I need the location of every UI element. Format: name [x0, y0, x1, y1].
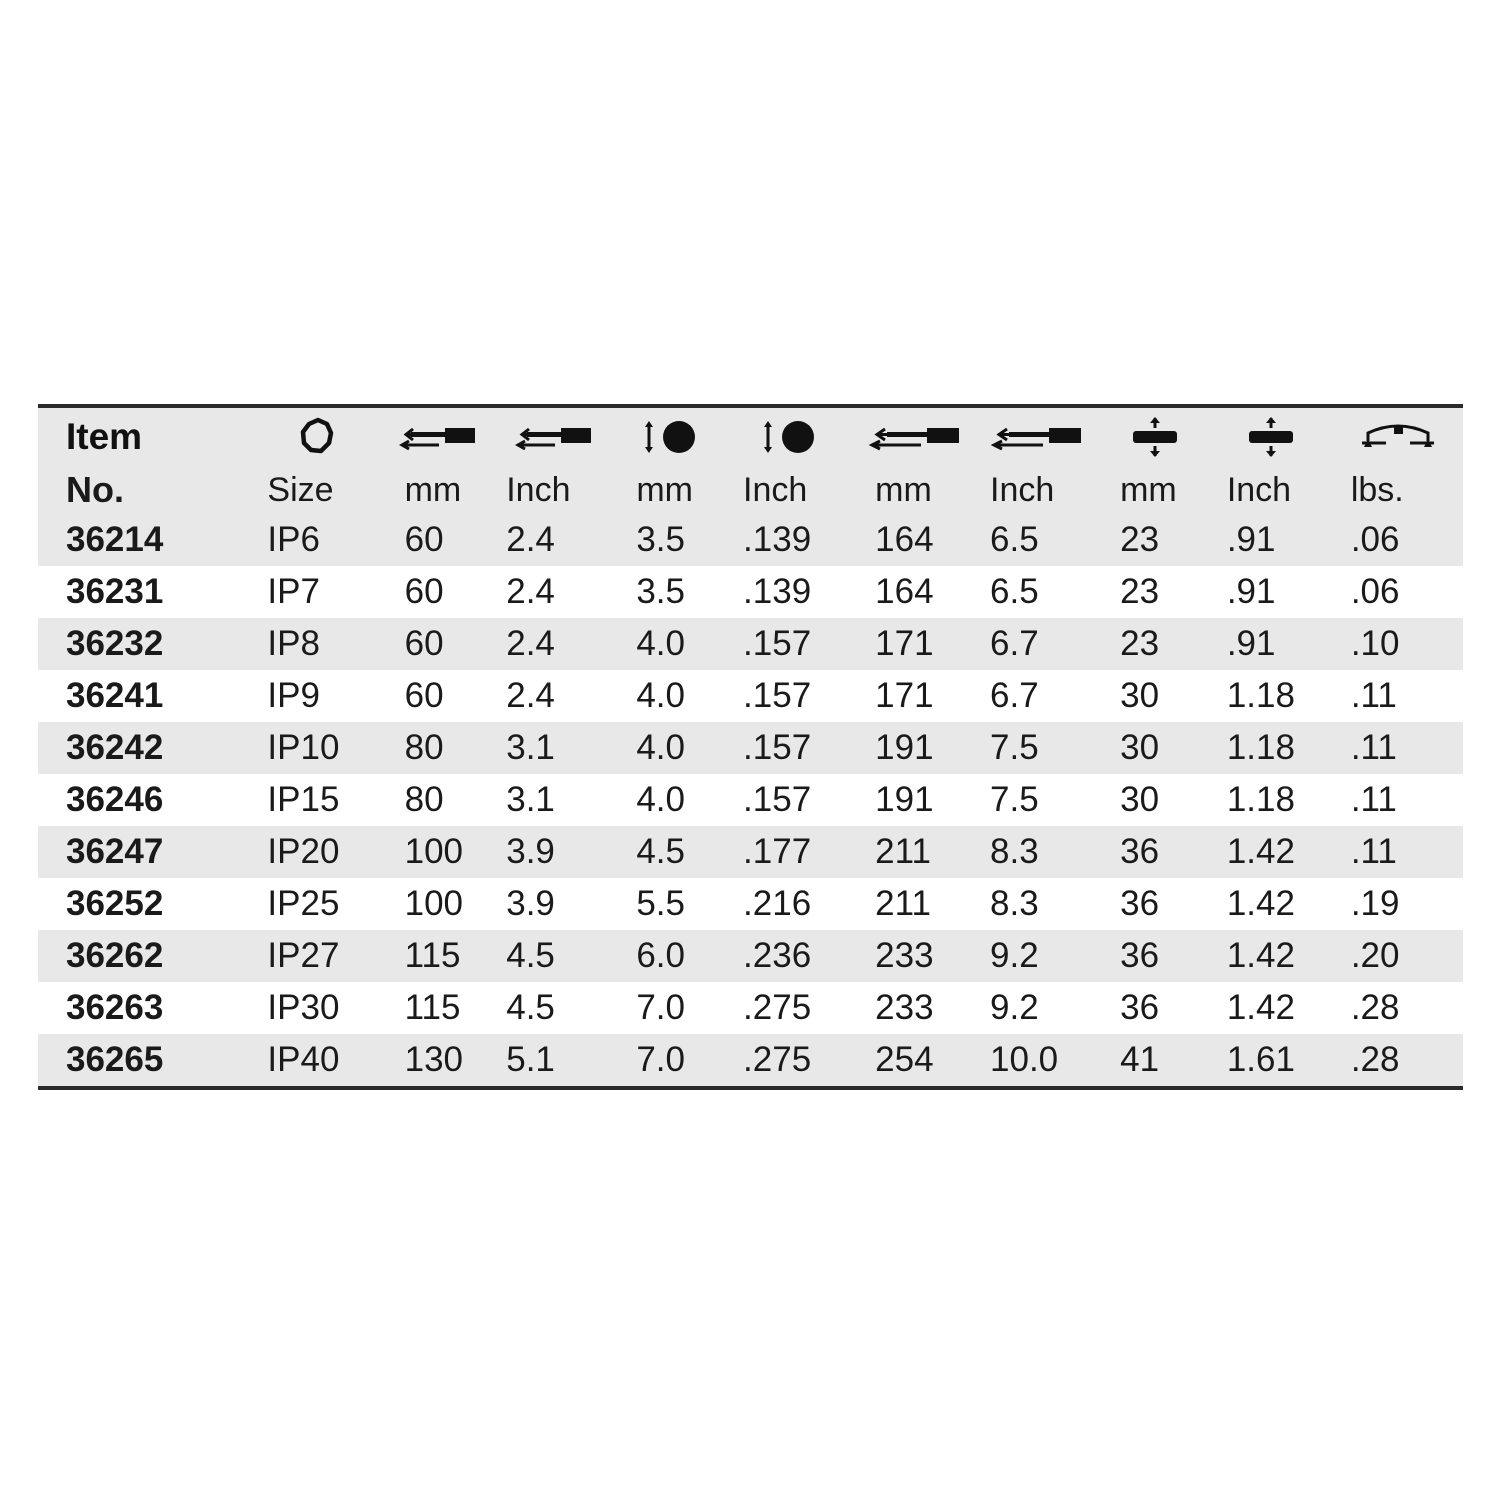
cell-length-inch: 9.2 — [990, 936, 1039, 975]
cell-handle-mm: 36 — [1120, 832, 1160, 871]
handle-diameter-icon — [1102, 408, 1209, 466]
cell-weight: .06 — [1350, 520, 1400, 559]
table-row — [38, 1034, 1463, 1086]
header-unit-inch: Inch — [1226, 470, 1292, 509]
cell-weight: .28 — [1350, 1040, 1400, 1079]
header-size-label: Size — [267, 470, 334, 509]
cell-blade-inch: 2.4 — [506, 520, 555, 559]
cell-dia-mm: 7.0 — [636, 988, 685, 1027]
cell-dia-inch: .275 — [743, 1040, 812, 1079]
cell-blade-mm: 60 — [404, 676, 444, 715]
cell-handle-mm: 23 — [1120, 520, 1160, 559]
cell-length-mm: 171 — [875, 676, 934, 715]
cell-dia-mm: 6.0 — [636, 936, 685, 975]
cell-dia-mm: 4.5 — [636, 832, 685, 871]
cell-length-inch: 6.7 — [990, 676, 1039, 715]
cell-blade-inch: 2.4 — [506, 572, 555, 611]
cell-blade-mm: 130 — [404, 1040, 464, 1079]
cell-handle-inch: 1.18 — [1226, 728, 1295, 767]
cell-blade-inch: 3.1 — [506, 728, 555, 767]
cell-blade-inch: 3.9 — [506, 832, 555, 871]
cell-blade-mm: 60 — [404, 572, 444, 611]
cell-size: IP15 — [267, 780, 340, 819]
cell-dia-mm: 3.5 — [636, 572, 685, 611]
cell-item-no: 36252 — [66, 884, 164, 923]
cell-dia-inch: .157 — [743, 676, 812, 715]
overall-length-icon — [972, 408, 1102, 466]
cell-length-inch: 6.5 — [990, 572, 1039, 611]
cell-item-no: 36214 — [66, 520, 164, 559]
handle-diameter-icon — [1209, 408, 1333, 466]
cell-handle-mm: 41 — [1120, 1040, 1160, 1079]
cell-blade-mm: 60 — [404, 520, 444, 559]
cell-handle-mm: 36 — [1120, 988, 1160, 1027]
header-unit-inch: Inch — [990, 470, 1055, 509]
cell-dia-inch: .216 — [743, 884, 812, 923]
blade-length-icon — [488, 408, 618, 466]
cell-handle-inch: 1.42 — [1226, 936, 1295, 975]
cell-dia-mm: 4.0 — [636, 676, 685, 715]
cell-dia-inch: .157 — [743, 624, 812, 663]
cell-length-mm: 211 — [875, 832, 931, 871]
cell-length-inch: 6.5 — [990, 520, 1039, 559]
cell-length-mm: 211 — [875, 884, 931, 923]
cell-length-inch: 7.5 — [990, 780, 1039, 819]
cell-dia-mm: 3.5 — [636, 520, 685, 559]
cell-weight: .20 — [1350, 936, 1400, 975]
cell-length-inch: 6.7 — [990, 624, 1039, 663]
cell-length-inch: 8.3 — [990, 832, 1039, 871]
header-item-label: Item — [66, 416, 143, 457]
blade-length-icon — [387, 408, 489, 466]
cell-item-no: 36263 — [66, 988, 164, 1027]
cell-item-no: 36247 — [66, 832, 164, 871]
cell-blade-inch: 4.5 — [506, 936, 555, 975]
cell-blade-inch: 3.1 — [506, 780, 555, 819]
cell-blade-inch: 5.1 — [506, 1040, 555, 1079]
header-unit-lbs: lbs. — [1350, 470, 1404, 509]
header-unit-inch: Inch — [743, 470, 808, 509]
cell-blade-mm: 115 — [404, 988, 461, 1027]
cell-length-mm: 254 — [875, 1040, 934, 1079]
cell-handle-inch: .91 — [1226, 520, 1276, 559]
torx-plus-socket-icon — [249, 408, 386, 466]
cell-size: IP27 — [267, 936, 340, 975]
cell-size: IP30 — [267, 988, 340, 1027]
cell-length-inch: 10.0 — [990, 1040, 1059, 1079]
header-no-label: No. — [66, 469, 124, 510]
cell-handle-inch: 1.18 — [1226, 780, 1295, 819]
cell-dia-mm: 7.0 — [636, 1040, 685, 1079]
cell-handle-mm: 30 — [1120, 676, 1160, 715]
cell-blade-inch: 2.4 — [506, 624, 555, 663]
cell-blade-inch: 2.4 — [506, 676, 555, 715]
cell-weight: .11 — [1350, 780, 1397, 819]
cell-blade-mm: 100 — [404, 884, 464, 923]
cell-size: IP10 — [267, 728, 340, 767]
cell-handle-inch: .91 — [1226, 572, 1276, 611]
cell-dia-mm: 4.0 — [636, 728, 685, 767]
cell-blade-mm: 100 — [404, 832, 464, 871]
cell-size: IP20 — [267, 832, 340, 871]
cell-size: IP25 — [267, 884, 340, 923]
cell-size: IP9 — [267, 676, 320, 715]
cell-length-inch: 8.3 — [990, 884, 1039, 923]
blade-diameter-icon — [725, 408, 857, 466]
cell-blade-mm: 80 — [404, 780, 444, 819]
table-row — [38, 514, 1463, 566]
specification-table — [38, 408, 1463, 1086]
cell-handle-inch: 1.18 — [1226, 676, 1295, 715]
cell-dia-mm: 4.0 — [636, 780, 685, 819]
cell-weight: .11 — [1350, 676, 1397, 715]
cell-handle-mm: 30 — [1120, 780, 1160, 819]
cell-handle-inch: 1.42 — [1226, 832, 1295, 871]
header-unit-mm: mm — [636, 470, 693, 509]
cell-item-no: 36262 — [66, 936, 164, 975]
cell-item-no: 36241 — [66, 676, 164, 715]
cell-dia-inch: .275 — [743, 988, 812, 1027]
cell-weight: .19 — [1350, 884, 1400, 923]
overall-length-icon — [857, 408, 972, 466]
cell-size: IP6 — [267, 520, 320, 559]
cell-length-mm: 171 — [875, 624, 934, 663]
table-row — [38, 878, 1463, 930]
cell-length-mm: 164 — [875, 572, 934, 611]
cell-item-no: 36265 — [66, 1040, 164, 1079]
cell-handle-inch: 1.42 — [1226, 988, 1295, 1027]
table-row — [38, 774, 1463, 826]
cell-weight: .11 — [1350, 728, 1397, 767]
blade-diameter-icon — [618, 408, 725, 466]
header-unit-mm: mm — [875, 470, 932, 509]
table-row — [38, 566, 1463, 618]
header-unit-inch: Inch — [506, 470, 571, 509]
cell-size: IP7 — [267, 572, 320, 611]
table-header-unit-row — [38, 466, 1463, 514]
table-row — [38, 722, 1463, 774]
table-header-icon-row — [38, 408, 1463, 466]
cell-blade-mm: 80 — [404, 728, 444, 767]
header-unit-mm: mm — [1120, 470, 1177, 509]
cell-length-mm: 191 — [875, 728, 934, 767]
cell-blade-mm: 60 — [404, 624, 444, 663]
table-row — [38, 930, 1463, 982]
cell-handle-mm: 36 — [1120, 936, 1160, 975]
cell-dia-mm: 5.5 — [636, 884, 685, 923]
cell-handle-mm: 36 — [1120, 884, 1160, 923]
cell-blade-inch: 3.9 — [506, 884, 555, 923]
header-unit-mm: mm — [404, 470, 462, 509]
cell-handle-mm: 30 — [1120, 728, 1160, 767]
cell-handle-mm: 23 — [1120, 624, 1160, 663]
spec-table-container — [38, 404, 1463, 1090]
cell-dia-inch: .157 — [743, 728, 812, 767]
weight-icon — [1333, 408, 1463, 466]
cell-length-mm: 164 — [875, 520, 934, 559]
cell-dia-inch: .157 — [743, 780, 812, 819]
table-row — [38, 826, 1463, 878]
table-row — [38, 618, 1463, 670]
cell-handle-inch: .91 — [1226, 624, 1276, 663]
table-row — [38, 670, 1463, 722]
cell-length-mm: 191 — [875, 780, 934, 819]
cell-size: IP8 — [267, 624, 320, 663]
cell-handle-inch: 1.61 — [1226, 1040, 1295, 1079]
cell-weight: .28 — [1350, 988, 1400, 1027]
cell-item-no: 36246 — [66, 780, 164, 819]
cell-dia-mm: 4.0 — [636, 624, 685, 663]
cell-size: IP40 — [267, 1040, 340, 1079]
cell-blade-mm: 115 — [404, 936, 461, 975]
cell-dia-inch: .139 — [743, 520, 812, 559]
cell-handle-mm: 23 — [1120, 572, 1160, 611]
cell-weight: .11 — [1350, 832, 1397, 871]
cell-item-no: 36242 — [66, 728, 164, 767]
cell-length-mm: 233 — [875, 936, 934, 975]
table-bottom-rule — [38, 1086, 1463, 1090]
cell-dia-inch: .139 — [743, 572, 812, 611]
cell-blade-inch: 4.5 — [506, 988, 555, 1027]
cell-handle-inch: 1.42 — [1226, 884, 1295, 923]
cell-length-inch: 9.2 — [990, 988, 1039, 1027]
cell-dia-inch: .177 — [743, 832, 812, 871]
cell-dia-inch: .236 — [743, 936, 812, 975]
cell-item-no: 36232 — [66, 624, 164, 663]
cell-weight: .10 — [1350, 624, 1400, 663]
cell-weight: .06 — [1350, 572, 1400, 611]
cell-item-no: 36231 — [66, 572, 164, 611]
table-row — [38, 982, 1463, 1034]
cell-length-mm: 233 — [875, 988, 934, 1027]
cell-length-inch: 7.5 — [990, 728, 1039, 767]
